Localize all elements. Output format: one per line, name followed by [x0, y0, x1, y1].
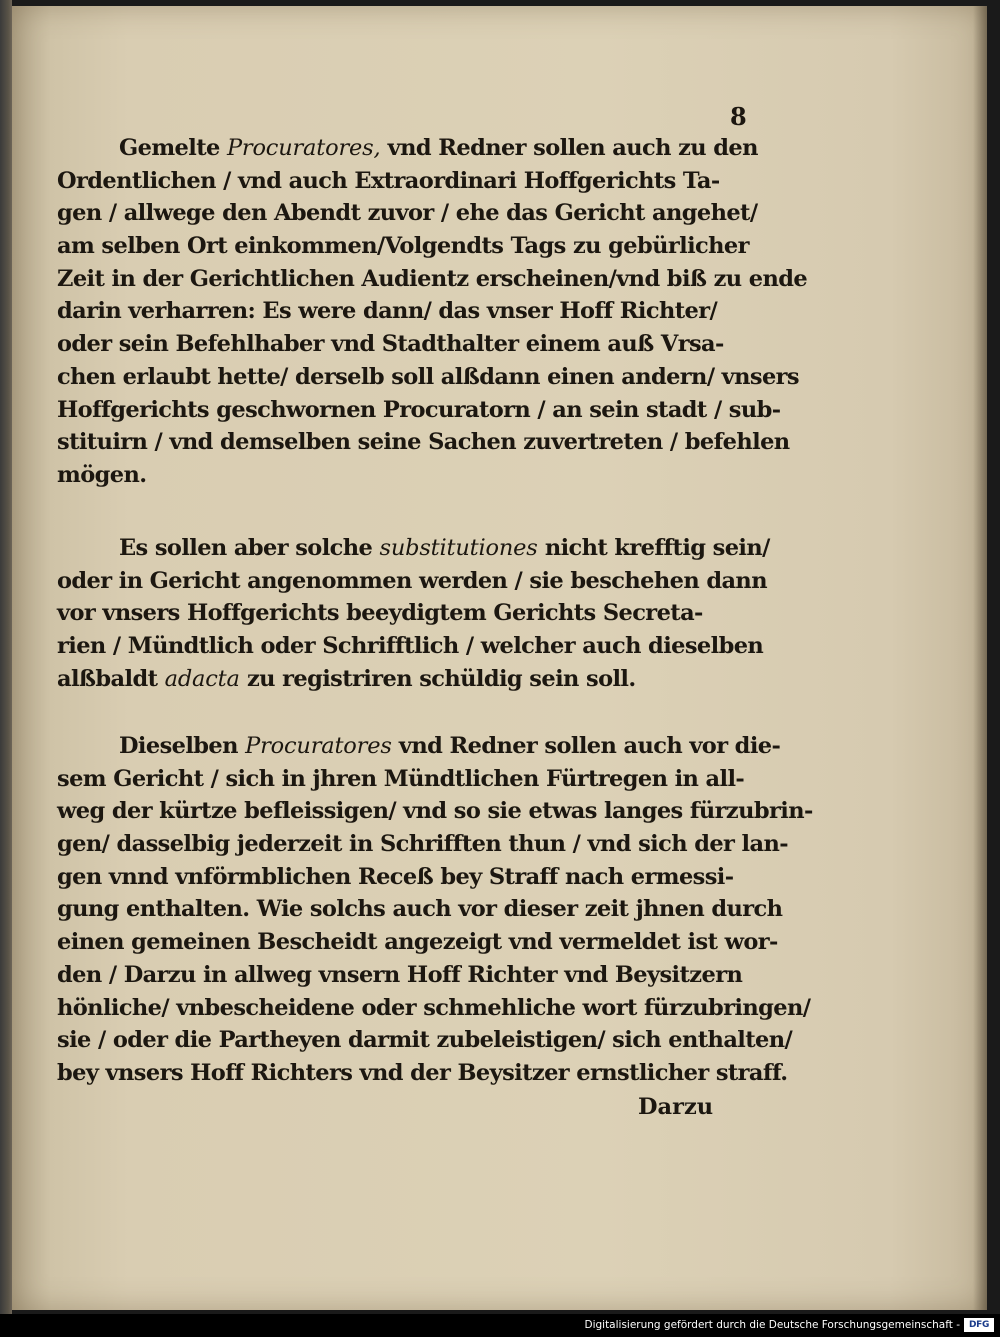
- text-segment: zu registriren schüldig sein soll.: [239, 665, 636, 692]
- text-line: [57, 565, 767, 598]
- text-segment: Es sollen aber solche: [119, 535, 380, 561]
- text-segment: Zeit in der Gerichtlichen Audientz erscheinen/vnd biß zu ende: [57, 265, 808, 292]
- text-line: [57, 263, 808, 296]
- text-segment: vnd Redner sollen auch zu den: [380, 135, 758, 161]
- text-line: [57, 828, 788, 861]
- text-line: [57, 630, 764, 663]
- paragraph-procuratores-conduct: [57, 730, 813, 1090]
- text-line: [57, 426, 790, 459]
- text-segment: den / Darzu in allweg vnsern Hoff Richter vnd Beysitzern: [57, 961, 743, 988]
- text-line: [57, 361, 800, 394]
- text-line: [57, 532, 770, 565]
- text-line: [57, 165, 757, 198]
- text-line: [57, 926, 778, 959]
- text-line: [57, 328, 757, 361]
- text-segment: mögen.: [57, 461, 147, 488]
- text-segment: rien / Mündtlich oder Schrifftlich / welcher auch dieselben: [57, 633, 764, 660]
- text-segment: Hoffgerichts geschwornen Procuratorn / an sein stadt / sub-: [57, 396, 781, 423]
- text-line: [57, 1057, 788, 1090]
- latin-term: Procuratores: [245, 733, 392, 759]
- text-line: [57, 893, 783, 926]
- text-line: [57, 394, 781, 427]
- text-segment: am selben Ort einkommen/Volgendts Tags zu gebürlicher: [57, 233, 749, 260]
- text-line: [57, 992, 811, 1025]
- text-segment: stituirn / vnd demselben seine Sachen zuvertreten / befehlen: [57, 429, 790, 456]
- text-segment: sie / oder die Partheyen darmit zubeleistigen/ sich enthalten/: [57, 1027, 793, 1054]
- text-segment: vnd Redner sollen auch vor die-: [391, 733, 781, 759]
- footer-bar: [0, 1314, 1000, 1337]
- text-line: [57, 197, 757, 230]
- text-segment: einen gemeinen Bescheidt angezeigt vnd vermeldet ist wor-: [57, 929, 778, 956]
- text-segment: weg der kürtze befleissigen/ vnd so sie etwas langes fürzubrin-: [57, 798, 813, 825]
- text-segment: darin verharren: Es were dann/ das vnser Hoff Richter/: [57, 298, 718, 325]
- text-segment: vor vnsers Hoffgerichts beeydigtem Gerichts Secreta-: [57, 600, 703, 627]
- text-line: [57, 959, 757, 992]
- binding-edge: [0, 0, 12, 1314]
- text-segment: nicht krefftig sein/: [537, 535, 770, 561]
- latin-term: substitutiones: [379, 535, 538, 561]
- text-segment: gen / allwege den Abendt zuvor / ehe das Gericht angehet/: [57, 200, 758, 227]
- latin-term: Procuratores,: [226, 135, 381, 161]
- book-page: [12, 6, 987, 1310]
- text-segment: Ordentlichen / vnd auch Extraordinari Hoffgerichts Ta-: [57, 167, 720, 194]
- catchword: Darzu: [638, 1094, 714, 1120]
- text-line: [57, 1024, 793, 1057]
- text-line: [57, 763, 757, 796]
- text-line: [57, 795, 813, 828]
- text-line: [57, 295, 757, 328]
- text-segment: Dieselben: [119, 733, 246, 759]
- paragraph-procuratores-attendance: [57, 132, 808, 492]
- text-line: [57, 230, 757, 263]
- text-segment: gen vnnd vnförmblichen Receß bey Straff nach ermessi-: [57, 863, 734, 890]
- latin-term: adacta: [164, 665, 240, 692]
- text-segment: bey vnsers Hoff Richters vnd der Beysitzer ernstlicher straff.: [57, 1059, 788, 1086]
- text-segment: oder in Gericht angenommen werden / sie beschehen dann: [57, 567, 767, 594]
- dfg-logo: DFG: [964, 1318, 994, 1332]
- paragraph-substitutiones: [57, 532, 770, 695]
- text-segment: oder sein Befehlhaber vnd Stadthalter einem auß Vrsa-: [57, 331, 724, 358]
- text-segment: alßbaldt: [57, 665, 165, 692]
- text-line: [57, 459, 757, 492]
- funding-notice: Digitalisierung gefördert durch die Deutsche Forschungsgemeinschaft -: [584, 1319, 960, 1331]
- text-line: [57, 663, 757, 696]
- text-segment: gen/ dasselbig jederzeit in Schrifften thun / vnd sich der lan-: [57, 831, 788, 858]
- text-segment: Gemelte: [119, 135, 227, 161]
- text-line: [57, 730, 781, 763]
- text-segment: gung enthalten. Wie solchs auch vor dieser zeit jhnen durch: [57, 896, 783, 923]
- text-segment: sem Gericht / sich in jhren Mündtlichen Fürtregen in all-: [57, 765, 745, 792]
- text-line: [57, 861, 757, 894]
- text-line: [57, 132, 757, 165]
- text-line: [57, 597, 757, 630]
- page-number: 8: [730, 102, 747, 131]
- text-segment: chen erlaubt hette/ derselb soll alßdann einen andern/ vnsers: [57, 363, 800, 390]
- text-segment: hönliche/ vnbescheidene oder schmehliche wort fürzubringen/: [57, 994, 811, 1021]
